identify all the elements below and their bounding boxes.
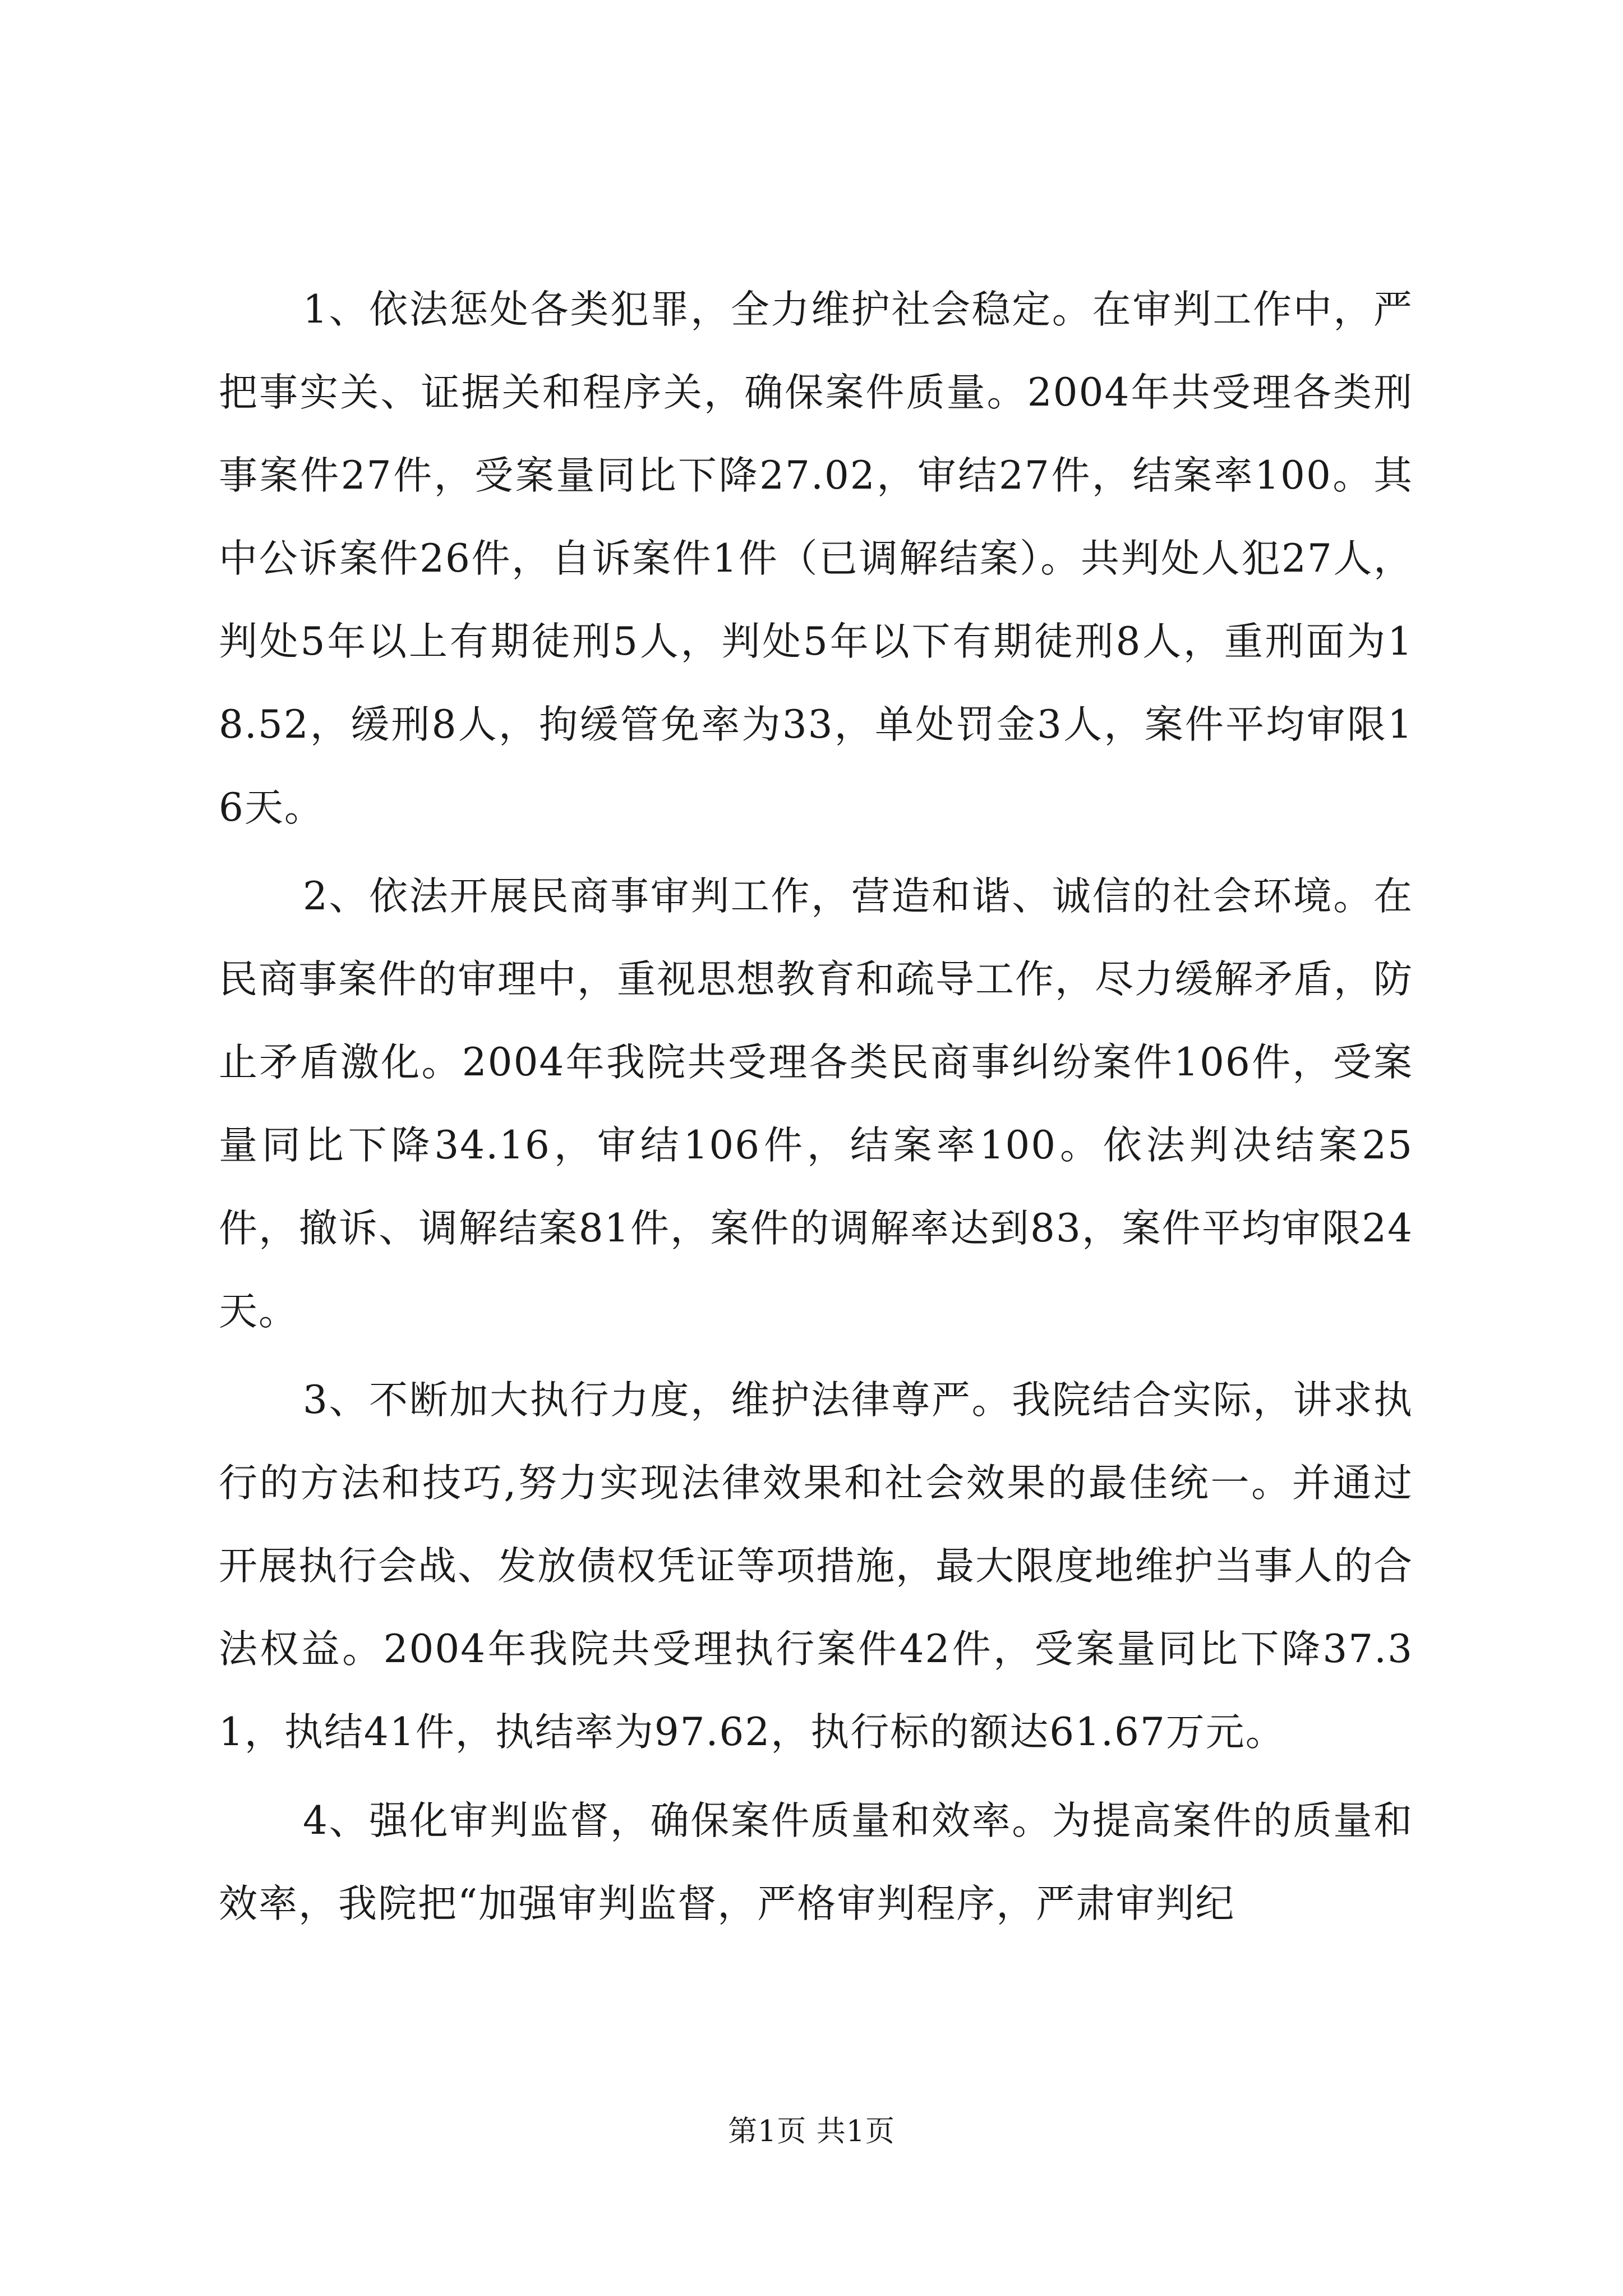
paragraph-1: 1、依法惩处各类犯罪，全力维护社会稳定。在审判工作中，严把事实关、证据关和程序关，确保案件质量。2004年共受理各类刑事案件27件，受案量同比下降27.02，审结27件，结案率100。其中公诉案件26件，自诉案件1件（已调解结案）。共判处人犯27人，判处5年以上有期徒刑5人，判处5年以下有期徒刑8人，重刑面为18.52，缓刑8人，拘缓管免率为33，单处罚金3人，案件平均审限16天。: [219, 287, 1413, 830]
paragraph-2: 2、依法开展民商事审判工作，营造和谐、诚信的社会环境。在民商事案件的审理中，重视思想教育和疏导工作，尽力缓解矛盾，防止矛盾激化。2004年我院共受理各类民商事纠纷案件106件，受案量同比下降34.16，审结106件，结案率100。依法判决结案25件，撤诉、调解结案81件，案件的调解率达到83，案件平均审限24天。: [219, 874, 1413, 1334]
page-footer: 第1页 共1页: [728, 2115, 895, 2148]
paragraph-4: 4、强化审判监督，确保案件质量和效率。为提高案件的质量和效率，我院把“加强审判监督，严格审判程序，严肃审判纪: [219, 1798, 1413, 1926]
paragraph-3: 3、不断加大执行力度，维护法律尊严。我院结合实际，讲求执行的方法和技巧,努力实现法律效果和社会效果的最佳统一。并通过开展执行会战、发放债权凭证等项措施，最大限度地维护当事人的合法权益。2004年我院共受理执行案件42件，受案量同比下降37.31，执结41件，执结率为97.62，执行标的额达61.67万元。: [219, 1378, 1413, 1755]
document-body: [219, 268, 1413, 1945]
